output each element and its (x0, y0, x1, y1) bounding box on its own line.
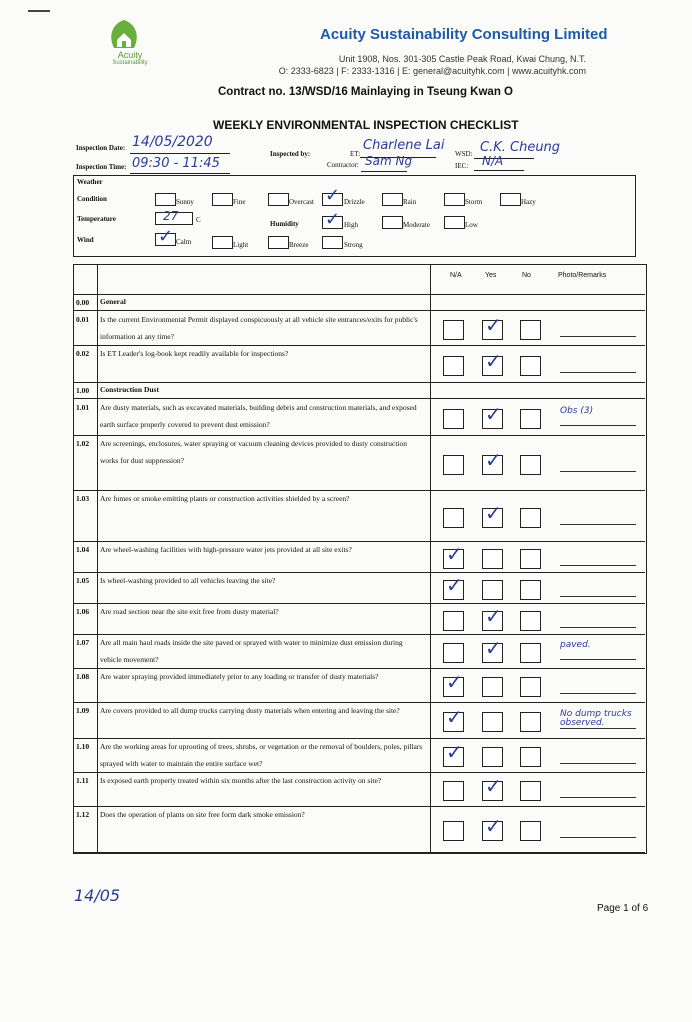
company-name: Acuity Sustainability Consulting Limited (320, 26, 608, 43)
contractor-label: Contractor: (327, 161, 359, 169)
wind-calm-label: Calm (176, 238, 192, 246)
inspection-time-label: Inspection Time: (76, 163, 127, 171)
remark-line (560, 425, 636, 426)
drizzle-check: ✓ (325, 185, 341, 206)
inspection-time-value: 09:30 - 11:45 (132, 156, 220, 171)
inspected-by-label: Inspected by: (270, 150, 311, 158)
item-number: 1.01 (76, 403, 90, 412)
answer-no-checkbox[interactable] (520, 320, 541, 340)
date-underline (130, 153, 230, 154)
et-label: ET: (350, 150, 361, 158)
section-general-title: General (100, 297, 126, 306)
answer-check: ✓ (485, 774, 502, 798)
col-remarks: Photo/Remarks (558, 272, 607, 279)
iec-label: IEC: (455, 162, 469, 170)
answer-yes-checkbox[interactable] (482, 747, 503, 767)
company-logo (104, 18, 144, 50)
wind-strong-label: Strong (344, 241, 363, 249)
item-question: Does the operation of plants on site free form dark smoke emission? (100, 810, 305, 819)
num-column-divider (97, 264, 98, 853)
temperature-label: Temperature (77, 215, 116, 223)
item-number: 1.04 (76, 545, 90, 554)
item-number: 1.05 (76, 576, 90, 585)
answer-no-checkbox[interactable] (520, 677, 541, 697)
answer-check: ✓ (485, 636, 502, 660)
answer-na-checkbox[interactable] (443, 320, 464, 340)
weather-label: Weather (77, 178, 103, 186)
remark-line (560, 471, 636, 472)
remark-line (560, 596, 636, 597)
answer-check: ✓ (485, 448, 502, 472)
remark-line (560, 693, 636, 694)
iec-underline (474, 170, 524, 171)
item-number: 1.06 (76, 607, 90, 616)
item-number: 0.02 (76, 349, 90, 358)
remark-line (560, 837, 636, 838)
contract-title: Contract no. 13/WSD/16 Mainlaying in Tseung Kwan O (218, 86, 513, 98)
storm-label: Storm (465, 198, 483, 206)
answer-check: ✓ (485, 604, 502, 628)
answer-na-checkbox[interactable] (443, 821, 464, 841)
answer-no-checkbox[interactable] (520, 356, 541, 376)
answer-no-checkbox[interactable] (520, 455, 541, 475)
answer-check: ✓ (446, 573, 463, 597)
answer-no-checkbox[interactable] (520, 781, 541, 801)
logo-text (100, 50, 160, 66)
section-dust-num: 1.00 (76, 386, 90, 395)
answer-no-checkbox[interactable] (520, 611, 541, 631)
storm-checkbox[interactable] (444, 193, 465, 206)
humidity-moderate-checkbox[interactable] (382, 216, 403, 229)
answer-check: ✓ (485, 501, 502, 525)
handwritten-date: 14/05 (74, 886, 121, 905)
answer-yes-checkbox[interactable] (482, 712, 503, 732)
answer-no-checkbox[interactable] (520, 643, 541, 663)
item-number: 1.10 (76, 742, 90, 751)
wind-light-label: Light (233, 241, 249, 249)
wind-strong-checkbox[interactable] (322, 236, 343, 249)
item-number: 1.09 (76, 706, 90, 715)
item-question: Are water spraying provided immediately prior to any loading or transfer of dusty materials? (100, 672, 379, 681)
item-question: Are road section near the site exit free from dusty material? (100, 607, 279, 616)
answer-no-checkbox[interactable] (520, 821, 541, 841)
humidity-moderate-label: Moderate (403, 221, 430, 229)
fine-label: Fine (233, 198, 246, 206)
item-question: Is the current Environmental Permit displayed conspicuously at all vehicle site entrances/exits for public's information at any time? (100, 315, 418, 341)
answer-na-checkbox[interactable] (443, 611, 464, 631)
rain-checkbox[interactable] (382, 193, 403, 206)
answer-na-checkbox[interactable] (443, 455, 464, 475)
rain-label: Rain (403, 198, 417, 206)
wind-label: Wind (77, 236, 94, 244)
item-question: Are fumes or smoke emitting plants or construction activities shielded by a screen? (100, 494, 350, 503)
item-number: 1.11 (76, 776, 89, 785)
row-divider (73, 382, 645, 383)
answer-no-checkbox[interactable] (520, 508, 541, 528)
item-question: Are wheel-washing facilities with high-pressure water jets provided at all site exits? (100, 545, 352, 554)
answer-no-checkbox[interactable] (520, 549, 541, 569)
wind-light-checkbox[interactable] (212, 236, 233, 249)
section-dust-title: Construction Dust (100, 385, 159, 394)
wind-calm-check: ✓ (158, 226, 174, 247)
remark-line (560, 659, 636, 660)
item-question: Are covers provided to all dump trucks carrying dusty materials when entering and leaving the site? (100, 706, 400, 715)
row-divider (73, 852, 645, 853)
wind-breeze-checkbox[interactable] (268, 236, 289, 249)
scan-mark (28, 10, 50, 12)
answer-na-checkbox[interactable] (443, 508, 464, 528)
answer-check: ✓ (446, 542, 463, 566)
humidity-low-checkbox[interactable] (444, 216, 465, 229)
answer-na-checkbox[interactable] (443, 781, 464, 801)
page-number: Page 1 of 6 (597, 903, 649, 914)
item-question: Is wheel-washing provided to all vehicles leaving the site? (100, 576, 276, 585)
col-na: N/A (450, 272, 462, 279)
answer-yes-checkbox[interactable] (482, 580, 503, 600)
overcast-checkbox[interactable] (268, 193, 289, 206)
company-contact: O: 2333-6823 | F: 2333-1316 | E: general@acuityhk.com | www.acuityhk.com (278, 66, 586, 76)
temperature-value: 27 (163, 209, 179, 223)
humidity-high-check: ✓ (325, 209, 341, 230)
col-yes: Yes (485, 272, 497, 279)
answer-no-checkbox[interactable] (520, 580, 541, 600)
item-remark: paved. (560, 640, 591, 650)
answer-check: ✓ (485, 349, 502, 373)
wsd-label: WSD: (455, 150, 473, 158)
question-column-divider (430, 264, 431, 853)
sunny-label: Sunny (176, 198, 194, 206)
answer-na-checkbox[interactable] (443, 356, 464, 376)
humidity-high-label: High (344, 221, 358, 229)
answer-na-checkbox[interactable] (443, 409, 464, 429)
remark-line (560, 336, 636, 337)
remark-line (560, 524, 636, 525)
item-question: Is ET Leader's log-book kept readily available for inspections? (100, 349, 289, 358)
inspection-date-value: 14/05/2020 (132, 134, 213, 150)
item-number: 1.07 (76, 638, 90, 647)
answer-check: ✓ (446, 670, 463, 694)
condition-label: Condition (77, 195, 107, 203)
hazy-label: Hazy (521, 198, 536, 206)
item-question: Are dusty materials, such as excavated materials, building debris and construction materials, and exposed earth surface properly covered to prevent dust emission? (100, 403, 417, 429)
item-question: Are all main haul roads inside the site paved or sprayed with water to minimize dust emission during vehicle movement? (100, 638, 403, 664)
answer-yes-checkbox[interactable] (482, 549, 503, 569)
item-remark: Obs (3) (560, 406, 594, 416)
remark-line (560, 372, 636, 373)
humidity-low-label: Low (465, 221, 478, 229)
hazy-checkbox[interactable] (500, 193, 521, 206)
section-general-num: 0.00 (76, 298, 90, 307)
answer-yes-checkbox[interactable] (482, 677, 503, 697)
drizzle-label: Drizzle (344, 198, 365, 206)
fine-checkbox[interactable] (212, 193, 233, 206)
remark-line (560, 797, 636, 798)
logo-title: Acuity (117, 50, 143, 60)
et-value: Charlene Lai (363, 138, 445, 153)
item-question: Are screenings, enclosures, water spraying or vacuum cleaning devices provided to dusty construction works for dust suppression? (100, 439, 407, 465)
item-number: 1.08 (76, 672, 90, 681)
item-question: Is exposed earth properly treated within six months after the last construction activity on site? (100, 776, 382, 785)
remark-line (560, 627, 636, 628)
sunny-checkbox[interactable] (155, 193, 176, 206)
checklist-title: WEEKLY ENVIRONMENTAL INSPECTION CHECKLIST (213, 118, 519, 132)
remark-line (560, 763, 636, 764)
iec-value: N/A (482, 154, 504, 168)
wind-breeze-label: Breeze (289, 241, 309, 249)
answer-no-checkbox[interactable] (520, 409, 541, 429)
answer-check: ✓ (485, 402, 502, 426)
answer-check: ✓ (446, 740, 463, 764)
remark-line (560, 728, 636, 729)
temperature-unit: C (196, 216, 201, 224)
remark-line (560, 565, 636, 566)
item-number: 1.03 (76, 494, 90, 503)
answer-no-checkbox[interactable] (520, 712, 541, 732)
overcast-label: Overcast (289, 198, 314, 206)
col-no: No (522, 272, 531, 279)
contractor-underline (361, 171, 407, 172)
item-question: Are the working areas for uprooting of trees, shrubs, or vegetation or the removal of boulders, poles, pillars sprayed with water to maintain the entire surface wet? (100, 742, 423, 768)
answer-check: ✓ (485, 313, 502, 337)
answer-na-checkbox[interactable] (443, 643, 464, 663)
company-address: Unit 1908, Nos. 301-305 Castle Peak Road, Kwai Chung, N.T. (338, 54, 586, 64)
humidity-label: Humidity (270, 220, 299, 228)
answer-no-checkbox[interactable] (520, 747, 541, 767)
item-remark: No dump trucks observed. (560, 709, 632, 728)
logo-subtitle: Sustainability (112, 60, 148, 66)
inspection-date-label: Inspection Date: (76, 144, 126, 152)
wsd-value: C.K. Cheung (480, 140, 561, 155)
answer-check: ✓ (485, 814, 502, 838)
item-number: 1.12 (76, 810, 90, 819)
answer-check: ✓ (446, 705, 463, 729)
item-number: 0.01 (76, 315, 90, 324)
contractor-value: Sam Ng (365, 154, 413, 168)
item-number: 1.02 (76, 439, 90, 448)
time-underline (130, 173, 230, 174)
